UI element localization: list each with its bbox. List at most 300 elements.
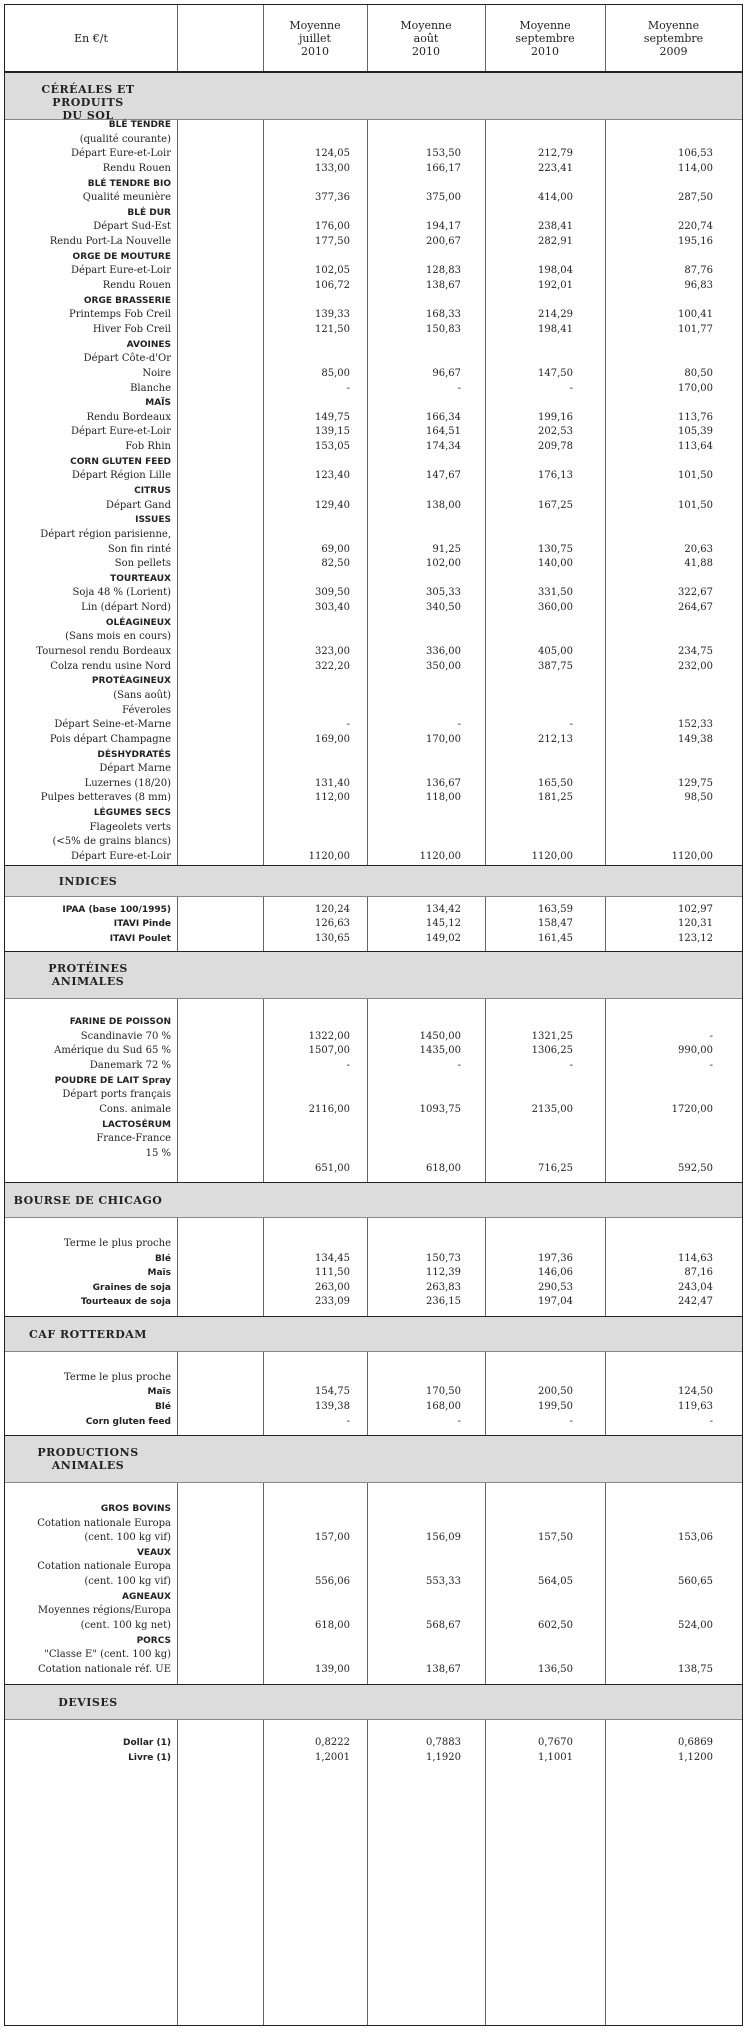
row-label: CITRUS	[134, 486, 171, 496]
value-cell: 119,63	[678, 1401, 713, 1412]
value-cell: 234,75	[678, 646, 713, 658]
section-title: INDICES	[58, 874, 118, 888]
value-cell: 134,42	[426, 903, 461, 915]
row-label: Son pellets	[114, 558, 171, 570]
value-cell: 149,75	[315, 411, 350, 423]
column-divider	[177, 5, 178, 2025]
value-cell: 147,67	[426, 470, 461, 482]
value-cell: 170,00	[678, 382, 713, 394]
row-label: Tournesol rendu Bordeaux	[36, 646, 171, 658]
value-cell: 233,09	[315, 1296, 350, 1308]
value-cell: 1093,75	[419, 1104, 461, 1116]
value-cell: 1120,00	[671, 851, 713, 862]
value-cell: 568,67	[426, 1620, 461, 1632]
value-cell: 145,12	[426, 918, 461, 930]
row-label: Livre (1)	[128, 1752, 171, 1763]
row-label: ITAVI Poulet	[109, 933, 171, 944]
value-cell: 113,64	[678, 441, 713, 453]
value-cell: 87,76	[684, 265, 713, 277]
value-cell: 102,05	[315, 265, 350, 277]
value-cell: 139,33	[315, 309, 350, 321]
value-cell: 360,00	[538, 602, 573, 614]
column-divider	[263, 5, 264, 2025]
row-label: Féveroles	[122, 704, 171, 716]
value-cell: 123,40	[315, 470, 350, 482]
value-cell: 138,67	[426, 1663, 461, 1675]
row-label: Amérique du Sud 65 %	[54, 1045, 171, 1057]
value-cell: 1,2001	[315, 1751, 350, 1763]
row-label: Rendu Rouen	[102, 162, 171, 174]
section-header	[5, 951, 742, 999]
row-label: Cotation nationale réf. UE	[38, 1663, 171, 1675]
row-label: Départ Eure-et-Loir	[70, 265, 171, 277]
value-cell: 168,00	[426, 1401, 461, 1412]
value-cell: 1322,00	[308, 1030, 350, 1042]
value-cell: 106,72	[315, 280, 350, 292]
row-label: (cent. 100 kg vif)	[84, 1532, 171, 1544]
value-cell: 130,65	[315, 932, 350, 944]
row-label: Tourteaux de soja	[80, 1297, 171, 1308]
row-label: 15 %	[145, 1147, 171, 1159]
value-cell: 556,06	[315, 1576, 350, 1588]
value-cell: 106,53	[678, 148, 713, 160]
value-cell: 305,33	[426, 587, 461, 599]
value-cell: 131,40	[315, 777, 350, 789]
row-label: VEAUX	[136, 1547, 171, 1558]
value-cell: 114,00	[678, 162, 713, 174]
value-cell: 220,74	[678, 221, 713, 233]
row-label: Blé	[154, 1402, 171, 1412]
value-cell: 174,34	[426, 441, 461, 453]
value-cell: 129,75	[678, 777, 713, 789]
value-cell: -	[709, 1415, 713, 1427]
value-cell: -	[569, 1415, 573, 1427]
row-label: Lin (départ Nord)	[81, 602, 171, 614]
value-cell: 0,7670	[538, 1737, 573, 1749]
value-cell: 100,41	[678, 309, 713, 321]
value-cell: 112,00	[315, 792, 350, 804]
section-header	[5, 1435, 742, 1483]
value-cell: -	[709, 1060, 713, 1072]
row-label: Départ Eure-et-Loir	[70, 426, 171, 438]
row-label: Départ Marne	[99, 763, 171, 775]
row-label: GROS BOVINS	[100, 1503, 171, 1514]
value-cell: 153,50	[426, 148, 461, 160]
value-cell: 126,63	[315, 918, 350, 930]
row-label: Moyennes régions/Europa	[37, 1605, 171, 1617]
value-cell: 147,50	[538, 367, 573, 379]
value-cell: 198,04	[538, 265, 573, 277]
value-cell: 41,88	[684, 558, 713, 570]
value-cell: 138,00	[426, 499, 461, 511]
row-label: Blé	[154, 1253, 171, 1264]
row-label: ITAVI Pinde	[113, 919, 171, 930]
value-cell: 1,1920	[426, 1751, 461, 1763]
value-cell: 0,6869	[678, 1737, 713, 1749]
row-label: (qualité courante)	[79, 133, 171, 145]
value-cell: 322,67	[678, 587, 713, 599]
value-cell: 209,78	[538, 441, 573, 453]
value-cell: 91,25	[432, 543, 461, 555]
row-label: Soja 48 % (Lorient)	[72, 587, 171, 599]
row-label: (Sans août)	[113, 689, 171, 701]
value-cell: 618,00	[315, 1620, 350, 1632]
value-cell: 105,39	[678, 426, 713, 438]
row-label: Dollar (1)	[123, 1738, 171, 1749]
value-cell: 1120,00	[419, 851, 461, 862]
row-label: Cotation nationale Europa	[37, 1561, 171, 1573]
value-cell: 192,01	[538, 280, 573, 292]
value-cell: 153,06	[678, 1532, 713, 1544]
value-cell: 602,50	[538, 1620, 573, 1632]
column-divider	[367, 5, 368, 2025]
value-cell: 140,00	[538, 558, 573, 570]
value-cell: 69,00	[321, 543, 350, 555]
value-cell: -	[569, 1060, 573, 1072]
value-cell: 113,76	[678, 411, 713, 423]
value-cell: 166,17	[426, 162, 461, 174]
value-cell: 195,16	[678, 236, 713, 248]
row-label: Son fin rinté	[107, 543, 171, 555]
value-cell: 170,00	[426, 733, 461, 745]
value-cell: 197,04	[538, 1296, 573, 1308]
value-cell: 716,25	[538, 1162, 573, 1174]
row-label: Graines de soja	[92, 1282, 171, 1293]
column-divider	[605, 5, 606, 2025]
value-cell: 212,13	[538, 733, 573, 745]
value-cell: 181,25	[538, 792, 573, 804]
value-cell: -	[569, 382, 573, 394]
row-label: Danemark 72 %	[89, 1060, 171, 1072]
section-header	[5, 865, 742, 897]
value-cell: 263,00	[315, 1281, 350, 1293]
value-cell: 232,00	[678, 660, 713, 672]
value-cell: 102,97	[678, 903, 713, 915]
section-title: CÉRÉALES ET PRODUITS DU SOL	[41, 83, 135, 122]
value-cell: 1321,25	[531, 1030, 573, 1042]
value-cell: 200,50	[538, 1386, 573, 1398]
row-label: Rendu Bordeaux	[86, 411, 171, 423]
row-label: PROTÉAGINEUX	[91, 676, 171, 687]
row-label: Maïs	[147, 1268, 171, 1279]
row-label: LÉGUMES SECS	[93, 808, 171, 819]
value-cell: 128,83	[426, 265, 461, 277]
row-label: Luzernes (18/20)	[84, 777, 171, 789]
value-cell: 553,33	[426, 1576, 461, 1588]
value-cell: 124,05	[315, 148, 350, 160]
value-cell: 149,38	[678, 733, 713, 745]
value-cell: 340,50	[426, 602, 461, 614]
value-cell: 154,75	[315, 1386, 350, 1398]
value-cell: 87,16	[684, 1267, 713, 1279]
value-cell: 564,05	[538, 1576, 573, 1588]
row-label: Pulpes betteraves (8 mm)	[40, 792, 171, 804]
value-cell: 1120,00	[308, 851, 350, 862]
section-title: PROTÉINES ANIMALES	[48, 961, 128, 988]
value-cell: 1435,00	[419, 1045, 461, 1057]
row-label: Départ ports français	[62, 1089, 171, 1101]
value-cell: 592,50	[678, 1162, 713, 1174]
value-cell: 2135,00	[531, 1104, 573, 1116]
row-label: "Classe E" (cent. 100 kg)	[44, 1649, 171, 1661]
value-cell: 336,00	[426, 646, 461, 658]
value-cell: 1507,00	[308, 1045, 350, 1057]
value-cell: 136,50	[538, 1663, 573, 1675]
value-cell: 199,50	[538, 1401, 573, 1412]
value-cell: 198,41	[538, 323, 573, 335]
value-cell: 165,50	[538, 777, 573, 789]
row-label: Départ Seine-et-Marne	[54, 719, 171, 731]
value-cell: 651,00	[315, 1162, 350, 1174]
value-cell: 199,16	[538, 411, 573, 423]
value-cell: 123,12	[678, 932, 713, 944]
value-cell: 331,50	[538, 587, 573, 599]
value-cell: 375,00	[426, 192, 461, 204]
value-cell: 176,13	[538, 470, 573, 482]
row-label: Colza rendu usine Nord	[50, 660, 171, 672]
value-cell: 124,50	[678, 1386, 713, 1398]
row-label: Qualité meunière	[82, 192, 171, 204]
value-cell: 1450,00	[419, 1030, 461, 1042]
value-cell: 414,00	[538, 192, 573, 204]
value-cell: 139,38	[315, 1401, 350, 1412]
value-cell: 150,83	[426, 323, 461, 335]
value-cell: 138,67	[426, 280, 461, 292]
value-cell: 164,51	[426, 426, 461, 438]
value-cell: 202,53	[538, 426, 573, 438]
value-cell: 1306,25	[531, 1045, 573, 1057]
price-table	[4, 4, 743, 2026]
section-title: BOURSE DE CHICAGO	[13, 1194, 163, 1208]
row-label: CORN GLUTEN FEED	[70, 456, 171, 467]
row-label: Départ Eure-et-Loir	[70, 851, 171, 862]
value-cell: 223,41	[538, 162, 573, 174]
row-label: Terme le plus proche	[64, 1371, 171, 1383]
value-cell: 98,50	[684, 792, 713, 804]
value-cell: 214,29	[538, 309, 573, 321]
value-cell: 136,67	[426, 777, 461, 789]
value-cell: 177,50	[315, 236, 350, 248]
value-cell: 156,09	[426, 1532, 461, 1544]
section-header	[5, 1182, 742, 1218]
value-cell: 163,59	[538, 903, 573, 915]
value-cell: 387,75	[538, 660, 573, 672]
row-label: OLÉAGINEUX	[105, 617, 171, 628]
value-cell: 96,83	[684, 280, 713, 292]
value-cell: 263,83	[426, 1281, 461, 1293]
value-cell: 138,75	[678, 1663, 713, 1675]
row-label: (cent. 100 kg vif)	[84, 1576, 171, 1588]
value-cell: 158,47	[538, 918, 573, 930]
value-cell: 0,7883	[426, 1737, 461, 1749]
row-label: AGNEAUX	[122, 1591, 171, 1602]
value-cell: 1120,00	[531, 851, 573, 862]
value-cell: 170,50	[426, 1386, 461, 1398]
value-cell: 152,33	[678, 719, 713, 731]
value-cell: 20,63	[684, 543, 713, 555]
value-cell: 146,06	[538, 1267, 573, 1279]
value-cell: 149,02	[426, 932, 461, 944]
value-cell: 96,67	[432, 367, 461, 379]
row-label: LACTOSÉRUM	[102, 1119, 171, 1130]
value-cell: -	[457, 1415, 461, 1427]
value-cell: 153,05	[315, 441, 350, 453]
unit-label: En €/t	[74, 31, 108, 45]
value-cell: 303,40	[315, 602, 350, 614]
value-cell: 282,91	[538, 236, 573, 248]
value-cell: 101,50	[678, 499, 713, 511]
row-label: ORGE BRASSERIE	[83, 295, 171, 306]
value-cell: -	[457, 719, 461, 731]
row-label: Scandinavie 70 %	[80, 1030, 171, 1042]
value-cell: 161,45	[538, 932, 573, 944]
row-label: (Sans mois en cours)	[65, 631, 171, 643]
row-label: BLÉ TENDRE BIO	[87, 178, 171, 189]
row-label: Terme le plus proche	[64, 1237, 171, 1249]
column-header: Moyenne juillet 2010	[289, 18, 341, 58]
value-cell: -	[346, 1415, 350, 1427]
value-cell: 322,20	[315, 660, 350, 672]
value-cell: 309,50	[315, 587, 350, 599]
value-cell: 323,00	[315, 646, 350, 658]
value-cell: 120,31	[678, 918, 713, 930]
row-label: Hiver Fob Creil	[92, 323, 171, 335]
value-cell: 1,1001	[538, 1751, 573, 1763]
value-cell: 82,50	[321, 558, 350, 570]
value-cell: 1720,00	[671, 1104, 713, 1116]
row-label: MAÏS	[145, 398, 171, 409]
row-label: TOURTEAUX	[110, 573, 171, 584]
row-label: Rendu Port-La Nouvelle	[49, 236, 171, 248]
value-cell: 242,47	[678, 1296, 713, 1308]
value-cell: 121,50	[315, 323, 350, 335]
value-cell: 167,25	[538, 499, 573, 511]
value-cell: 264,67	[678, 602, 713, 614]
value-cell: 618,00	[426, 1162, 461, 1174]
row-label: FARINE DE POISSON	[69, 1017, 171, 1028]
value-cell: 290,53	[538, 1281, 573, 1293]
row-label: Cons. animale	[99, 1104, 171, 1116]
row-label: Départ Côte-d'Or	[83, 353, 171, 365]
value-cell: 236,15	[426, 1296, 461, 1308]
value-cell: 118,00	[426, 792, 461, 804]
value-cell: 114,63	[678, 1252, 713, 1264]
value-cell: 101,50	[678, 470, 713, 482]
section-title: PRODUCTIONS ANIMALES	[37, 1446, 139, 1473]
value-cell: 524,00	[678, 1620, 713, 1632]
section-title: CAF ROTTERDAM	[29, 1328, 147, 1342]
value-cell: 168,33	[426, 309, 461, 321]
value-cell: 169,00	[315, 733, 350, 745]
row-label: Flageolets verts	[89, 821, 171, 833]
value-cell: 150,73	[426, 1252, 461, 1264]
value-cell: 0,8222	[315, 1737, 350, 1749]
value-cell: 1,1200	[678, 1751, 713, 1763]
value-cell: -	[569, 719, 573, 731]
value-cell: -	[346, 719, 350, 731]
value-cell: 243,04	[678, 1281, 713, 1293]
value-cell: 101,77	[678, 323, 713, 335]
value-cell: 238,41	[538, 221, 573, 233]
row-label: Rendu Rouen	[102, 280, 171, 292]
value-cell: 166,34	[426, 411, 461, 423]
row-label: Printemps Fob Creil	[68, 309, 171, 321]
row-label: Départ Région Lille	[71, 470, 171, 482]
section-header	[5, 1684, 742, 1720]
row-label: Maïs	[147, 1387, 171, 1398]
row-label: AVOINES	[126, 339, 171, 350]
value-cell: 176,00	[315, 221, 350, 233]
row-label: Départ région parisienne,	[40, 528, 171, 540]
row-label: Noire	[142, 367, 171, 379]
value-cell: 212,79	[538, 148, 573, 160]
value-cell: 129,40	[315, 499, 350, 511]
row-label: France-France	[96, 1133, 171, 1145]
row-label: POUDRE DE LAIT Spray	[54, 1075, 171, 1086]
value-cell: 287,50	[678, 192, 713, 204]
section-header	[5, 72, 742, 120]
column-divider	[485, 5, 486, 2025]
row-label: Cotation nationale Europa	[37, 1517, 171, 1529]
row-label: Départ Sud-Est	[93, 221, 171, 233]
row-label: (cent. 100 kg net)	[80, 1620, 171, 1632]
value-cell: 111,50	[315, 1267, 350, 1279]
value-cell: 120,24	[315, 903, 350, 915]
value-cell: 990,00	[678, 1045, 713, 1057]
row-label: Pois départ Champagne	[49, 733, 171, 745]
value-cell: -	[346, 382, 350, 394]
value-cell: 2116,00	[308, 1104, 350, 1116]
value-cell: -	[346, 1060, 350, 1072]
value-cell: 405,00	[538, 646, 573, 658]
value-cell: 102,00	[426, 558, 461, 570]
row-label: (<5% de grains blancs)	[52, 836, 171, 848]
row-label: ORGE DE MOUTURE	[72, 251, 171, 262]
value-cell: -	[457, 382, 461, 394]
value-cell: 139,00	[315, 1663, 350, 1675]
table-header	[5, 5, 742, 72]
row-label: PORCS	[136, 1635, 171, 1646]
section-title: DEVISES	[58, 1695, 118, 1709]
row-label: ISSUES	[135, 515, 171, 526]
value-cell: 157,50	[538, 1532, 573, 1544]
column-header: Moyenne août 2010	[400, 18, 452, 58]
value-cell: 133,00	[315, 162, 350, 174]
value-cell: -	[457, 1060, 461, 1072]
row-label: Fob Rhin	[125, 441, 171, 453]
value-cell: 157,00	[315, 1532, 350, 1544]
value-cell: 112,39	[426, 1267, 461, 1279]
row-label: BLÉ DUR	[127, 207, 171, 218]
value-cell: 139,15	[315, 426, 350, 438]
value-cell: 197,36	[538, 1252, 573, 1264]
value-cell: 350,00	[426, 660, 461, 672]
row-label: IPAA (base 100/1995)	[62, 904, 171, 915]
value-cell: 80,50	[684, 367, 713, 379]
row-label: Départ Eure-et-Loir	[70, 148, 171, 160]
row-label: Départ Gand	[105, 499, 171, 511]
row-label: DÉSHYDRATÉS	[97, 749, 171, 760]
value-cell: 134,45	[315, 1252, 350, 1264]
section-header	[5, 1316, 742, 1352]
row-label: BLÉ TENDRE	[108, 120, 171, 130]
row-label: Corn gluten feed	[85, 1416, 171, 1427]
row-label: Blanche	[130, 382, 171, 394]
column-header: Moyenne septembre 2009	[643, 18, 704, 58]
value-cell: 194,17	[426, 221, 461, 233]
value-cell: 130,75	[538, 543, 573, 555]
column-header: Moyenne septembre 2010	[515, 18, 575, 58]
